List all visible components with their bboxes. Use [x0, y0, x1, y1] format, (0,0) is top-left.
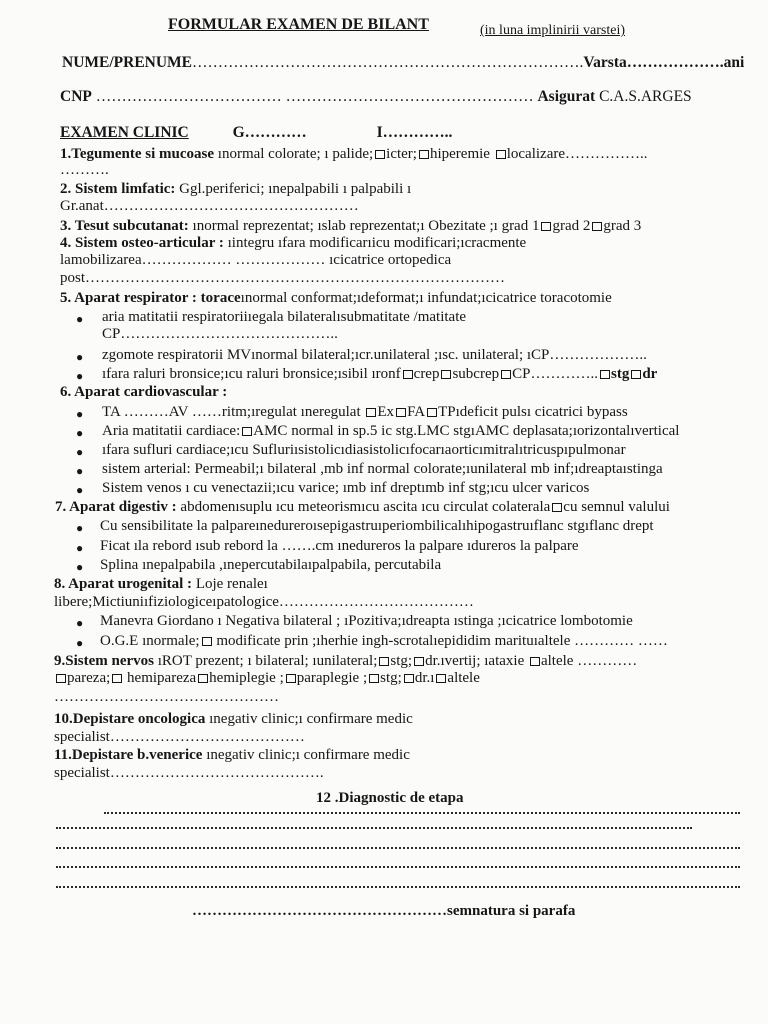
option-label: TA ………AV ……ritm;ıregulat ıneregulat	[102, 404, 361, 420]
section-6-item-4: sistem arterial: Permeabil;ı bilateral ,mb inf normal colorate;ıunilateral mb inf;ıdreaptaıstinga	[102, 461, 663, 477]
section-10-cont[interactable]: specialist…………………………………	[54, 729, 305, 745]
option-label: dr.ıvertij; ıataxie	[425, 653, 525, 669]
checkbox[interactable]	[541, 222, 551, 231]
checkbox[interactable]	[419, 150, 429, 159]
checkbox[interactable]	[414, 657, 424, 666]
name-line	[62, 54, 744, 71]
insured-label: Asigurat	[537, 88, 596, 105]
bullet: ●	[76, 483, 84, 497]
checkbox[interactable]	[379, 657, 389, 666]
section-7-item-3: Splina ınepalpabila ,ınepercutabilaıpalpabila, percutabila	[100, 557, 442, 573]
diagnosis-line[interactable]	[56, 827, 692, 829]
section-1-text-a: ınormal colorate; ı palide;	[217, 146, 374, 162]
section-2-text: Ggl.periferici; ınepalpabili ı palpabili ı	[179, 181, 412, 197]
section-5-line	[60, 290, 612, 307]
bullet: ●	[76, 312, 84, 326]
section-11-line	[54, 747, 410, 764]
section-3-heading: 3. Tesut subcutanat:	[60, 218, 189, 234]
option-label: ıROT prezent; ı bilateral; ıunilateral;	[157, 653, 378, 669]
section-8-cont[interactable]: libere;Mictiuniıfiziologiceıpatologice…………………………………	[54, 594, 474, 610]
option-label: dr.ı	[414, 670, 435, 686]
bullet: ●	[76, 560, 84, 574]
section-7-text: abdomenısuplu ıcu meteorismıcu ascita ıcu circulat colaterala	[180, 499, 551, 515]
diagnosis-line[interactable]	[56, 886, 740, 888]
option-label: crep	[413, 366, 440, 382]
option-label: Aria matitatii cardiace:	[102, 423, 241, 439]
checkbox[interactable]	[436, 674, 446, 683]
section-10-text: ınegativ clinic;ı confirmare medic	[205, 711, 413, 727]
checkbox[interactable]	[286, 674, 296, 683]
section-4-cont2[interactable]: post…………………………………………………………………………	[60, 270, 506, 286]
checkbox[interactable]	[552, 503, 562, 512]
section-10-line	[54, 711, 413, 728]
option-label: localizare……………..	[506, 146, 648, 162]
checkbox[interactable]	[198, 674, 208, 683]
checkbox[interactable]	[396, 408, 406, 417]
section-6-item-3: ıfara sufluri cardiace;ıcu Sufluriısistolicıdiasistolicıfocarıaorticımitralıtricuspıpulmonar	[102, 442, 626, 458]
section-8-text: Loje renaleı	[195, 576, 268, 592]
option-label: AMC normal in sp.5 ic stg.LMC stgıAMC deplasata;ıorizontalıvertical	[253, 423, 680, 439]
option-label: cu semnul valului	[563, 499, 670, 515]
section-3-text: ınormal reprezentat; ıslab reprezentat;ı Obezitate ;ı grad 1	[192, 218, 540, 234]
option-label: grad 2	[552, 218, 591, 234]
signature-line	[192, 903, 575, 920]
signature-label: semnatura si parafa	[447, 903, 576, 919]
option-label: subcrep	[452, 366, 500, 382]
section-11-text: ınegativ clinic;ı confirmare medic	[202, 747, 410, 763]
checkbox[interactable]	[112, 674, 122, 683]
exam-title: EXAMEN CLINIC	[60, 124, 189, 141]
section-6-item-5: Sistem venos ı cu venectazii;ıcu varice; ımb inf dreptımb inf stg;ıcu ulcer varicos	[102, 480, 590, 496]
section-2-line	[60, 181, 411, 198]
option-label: altele	[447, 670, 480, 686]
diagnosis-line[interactable]	[56, 847, 740, 849]
form-subtitle: (in luna implinirii varstei)	[480, 23, 626, 38]
option-label: CP…………..	[512, 366, 598, 382]
signature-field[interactable]: ……………………………………………	[192, 903, 447, 919]
bullet: ●	[76, 369, 84, 383]
option-label: stg;	[390, 653, 413, 669]
option-label: hemipareza	[123, 670, 197, 686]
section-3-line	[60, 218, 641, 235]
section-9-cont[interactable]: ………………………………………	[54, 689, 279, 705]
checkbox[interactable]	[496, 150, 506, 159]
option-label: TPıdeficit pulsı cicatrici bypass	[438, 404, 628, 420]
section-9-line-2	[54, 670, 480, 687]
section-4-text: ıintegru ıfara modificarıicu modificari;ıcracmente	[227, 235, 527, 251]
form-title: FORMULAR EXAMEN DE BILANT	[168, 16, 429, 33]
section-5-item-3	[102, 366, 657, 383]
option-label: ıfara raluri bronsice;ıcu raluri bronsice;ısibil ıronf	[102, 366, 401, 382]
section-5-item-2: zgomote respiratorii MVınormal bilateral;ıcr.unilateral ;ısc. unilateral; ıCP………………..	[102, 347, 647, 363]
option-label: stg	[610, 366, 630, 382]
checkbox[interactable]	[375, 150, 385, 159]
exam-g-field[interactable]: G…………	[232, 124, 307, 141]
bullet: ●	[76, 541, 84, 555]
section-8-line	[54, 576, 268, 593]
section-6-item-2	[102, 423, 679, 440]
checkbox[interactable]	[441, 370, 451, 379]
bullet: ●	[76, 464, 84, 478]
checkbox[interactable]	[501, 370, 511, 379]
section-7-line	[55, 499, 670, 516]
section-4-line	[60, 235, 526, 252]
checkbox[interactable]	[366, 408, 376, 417]
checkbox[interactable]	[427, 408, 437, 417]
section-6-item-1	[102, 404, 628, 421]
section-6-heading: 6. Aparat cardiovascular :	[60, 384, 228, 400]
checkbox[interactable]	[592, 222, 602, 231]
checkbox[interactable]	[530, 657, 540, 666]
diagnosis-line[interactable]	[104, 812, 740, 814]
age-field[interactable]: Varsta……………….ani	[583, 54, 745, 71]
option-label: dr	[642, 366, 658, 382]
exam-i-field[interactable]: I…………..	[376, 124, 453, 141]
checkbox[interactable]	[600, 370, 610, 379]
checkbox[interactable]	[369, 674, 379, 683]
option-label: modificate prin ;ıherhie ingh-scrotalıepididim marituıaltele ………… ……	[212, 633, 668, 649]
option-label: pareza;	[67, 670, 111, 686]
diagnosis-line[interactable]	[56, 866, 740, 868]
option-label: icter;	[386, 146, 417, 162]
bullet: ●	[76, 636, 84, 650]
section-1-heading: 1.Tegumente si mucoase	[60, 146, 215, 162]
section-2-cont[interactable]: Gr.anat……………………………………………	[60, 198, 359, 214]
bullet: ●	[76, 445, 84, 459]
checkbox[interactable]	[403, 370, 413, 379]
bullet: ●	[76, 426, 84, 440]
bullet: ●	[76, 616, 84, 630]
section-9-heading: 9.Sistem nervos	[54, 653, 154, 669]
bullet: ●	[76, 350, 84, 364]
checkbox[interactable]	[56, 674, 66, 683]
insured-value: C.A.S.ARGES	[599, 88, 692, 105]
section-5-item-1-cont[interactable]: CP……………………………………..	[102, 326, 338, 342]
section-5-item-1: aria matitatii respiratoriiıegala bilateralısubmatitate /matitate	[102, 309, 467, 325]
section-7-item-2: Ficat ıla rebord ısub rebord la …….cm ınedureros la palpare ıdureros la palpare	[100, 538, 579, 554]
section-1-line	[60, 146, 648, 163]
section-12-heading: 12 .Diagnostic de etapa	[316, 790, 464, 806]
cnp-label: CNP	[60, 88, 92, 105]
name-field[interactable]: ………………………………………………………………….	[192, 54, 584, 71]
checkbox[interactable]	[404, 674, 414, 683]
cnp-field[interactable]: ……………………………… …………………………………………	[95, 88, 534, 105]
section-5-heading: 5. Aparat respirator : torace	[60, 290, 241, 306]
section-11-cont[interactable]: specialist…………………………………….	[54, 765, 324, 781]
section-1-cont[interactable]: ……….	[60, 162, 109, 178]
checkbox[interactable]	[202, 637, 212, 646]
section-10-heading: 10.Depistare oncologica	[54, 711, 206, 727]
section-9-line	[54, 653, 637, 670]
section-8-item-2	[100, 633, 668, 650]
section-7-item-1: Cu sensibilitate la palpareınedureroısepigastruıperiombilicalıhipogastruıflanc stgıflanc drept	[100, 518, 654, 534]
section-8-heading: 8. Aparat urogenital :	[54, 576, 193, 592]
option-label: grad 3	[603, 218, 642, 234]
option-label: Ex	[377, 404, 395, 420]
section-4-heading: 4. Sistem osteo-articular :	[60, 235, 224, 251]
checkbox[interactable]	[631, 370, 641, 379]
option-label: O.G.E ınormale;	[100, 633, 200, 649]
option-label: hiperemie	[429, 146, 490, 162]
option-label: paraplegie ;	[296, 670, 368, 686]
option-label: altele …………	[540, 653, 638, 669]
checkbox[interactable]	[242, 427, 252, 436]
bullet: ●	[76, 407, 84, 421]
section-7-heading: 7. Aparat digestiv :	[55, 499, 177, 515]
section-11-heading: 11.Depistare b.venerice	[54, 747, 203, 763]
section-8-item-1: Manevra Giordano ı Negativa bilateral ; ıPozitiva;ıdreapta ıstinga ;ıcicatrice lombotomie	[100, 613, 633, 629]
cnp-line	[60, 88, 692, 105]
option-label: FA	[407, 404, 426, 420]
exam-header	[60, 124, 452, 141]
bullet: ●	[76, 521, 84, 535]
section-4-cont1[interactable]: lamobilizarea……………… ……………… ıcicatrice ortopedica	[60, 252, 452, 268]
name-label: NUME/PRENUME	[62, 54, 193, 71]
option-label: stg;	[380, 670, 402, 686]
section-5-text: ınormal conformat;ıdeformat;ı infundat;ıcicatrice toracotomie	[240, 290, 612, 306]
section-2-heading: 2. Sistem limfatic:	[60, 181, 176, 197]
option-label: hemiplegie ;	[209, 670, 284, 686]
